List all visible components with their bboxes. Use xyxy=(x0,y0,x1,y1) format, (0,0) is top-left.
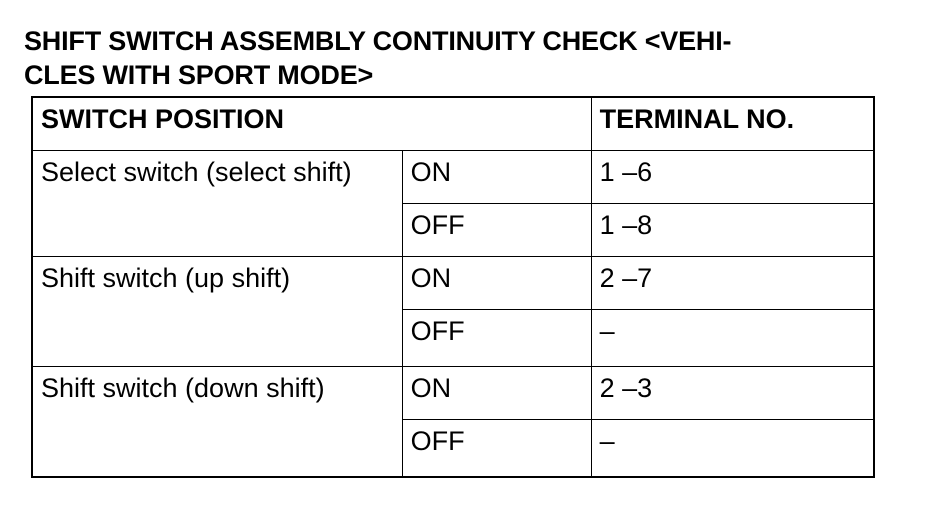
table-header-row xyxy=(32,97,874,151)
header-terminal-no: TERMINAL NO. xyxy=(591,97,874,151)
title-line-1: SHIFT SWITCH ASSEMBLY CONTINUITY CHECK <VEHI- xyxy=(24,26,732,56)
terminal-cell: – xyxy=(591,420,874,478)
switch-name-cell: Shift switch (down shift) xyxy=(32,367,402,478)
switch-state-cell: OFF xyxy=(402,310,591,367)
header-switch-position: SWITCH POSITION xyxy=(32,97,591,151)
table-row xyxy=(32,367,874,420)
terminal-cell: – xyxy=(591,310,874,367)
table-row xyxy=(32,257,874,310)
switch-state-cell: ON xyxy=(402,367,591,420)
document-title xyxy=(24,24,731,92)
switch-state-cell: ON xyxy=(402,151,591,204)
switch-name-cell: Shift switch (up shift) xyxy=(32,257,402,367)
title-line-2: CLES WITH SPORT MODE> xyxy=(24,60,374,90)
switch-state-cell: OFF xyxy=(402,204,591,257)
continuity-check-table xyxy=(31,96,875,478)
table-row xyxy=(32,151,874,204)
terminal-cell: 2 –3 xyxy=(591,367,874,420)
switch-state-cell: OFF xyxy=(402,420,591,478)
switch-state-cell: ON xyxy=(402,257,591,310)
terminal-cell: 1 –8 xyxy=(591,204,874,257)
switch-name-cell: Select switch (select shift) xyxy=(32,151,402,257)
terminal-cell: 2 –7 xyxy=(591,257,874,310)
terminal-cell: 1 –6 xyxy=(591,151,874,204)
